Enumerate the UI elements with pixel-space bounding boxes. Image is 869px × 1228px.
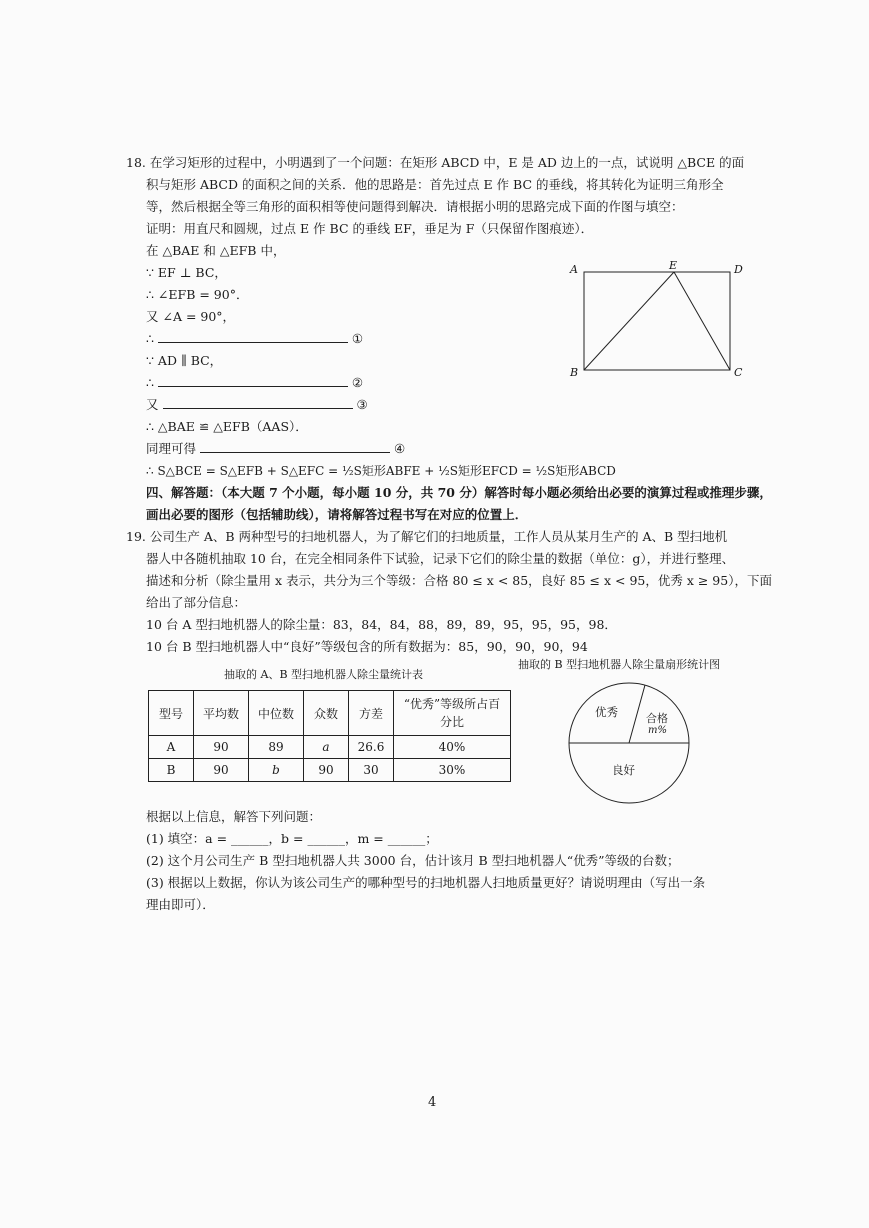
q19-line-6: 10 台 B 型扫地机器人中“良好”等级包含的所有数据为：85，90，90，90，94 <box>146 639 588 654</box>
row-b-variance: 30 <box>349 759 394 782</box>
q18-parallel-line: ∵ AD ∥ BC， <box>146 353 223 368</box>
blank-1-prefix: ∴ <box>146 331 154 346</box>
q18-line-8: 又 ∠A = 90°， <box>146 309 236 324</box>
row-b-mean: 90 <box>194 759 249 782</box>
q19-line-5: 10 台 A 型扫地机器人的除尘量：83，84，84，88，89，89，95，95，95，98． <box>146 617 617 632</box>
q18-line-2: 积与矩形 ABCD 的面积之间的关系．他的思路是：首先过点 E 作 BC 的垂线，将其转化为证明三角形全 <box>146 177 724 192</box>
q18-line-6: ∵ EF ⊥ BC， <box>146 265 227 280</box>
blank-1[interactable] <box>158 330 348 343</box>
section-4-heading-line-2: 画出必要的图形（包括辅助线），请将解答过程书写在对应的位置上． <box>146 507 528 522</box>
pie-label-pass: 合格 <box>646 712 668 725</box>
section-4-heading-line-1: 四、解答题：（本大题 7 个小题，每小题 10 分，共 70 分）解答时每小题必须给出必要的演算过程或推理步骤， <box>146 485 772 500</box>
table-row <box>149 736 511 759</box>
q18-congruent-line: ∴ △BAE ≌ △EFB（AAS）． <box>146 419 308 434</box>
q18-line-7: ∴ ∠EFB = 90°． <box>146 287 249 302</box>
q18-line-1: 18. 在学习矩形的过程中，小明遇到了一个问题：在矩形 ABCD 中，E 是 AD 边上的一点，试说明 △BCE 的面 <box>126 155 745 170</box>
table-caption: 抽取的 A、B 型扫地机器人除尘量统计表 <box>224 668 424 681</box>
blank-1-mark: ① <box>351 331 364 346</box>
point-b-label: B <box>570 366 579 379</box>
q18-blank-4-row <box>146 440 405 458</box>
q18-blank-1-row <box>146 330 363 348</box>
q19-line-1: 19. 公司生产 A、B 两种型号的扫地机器人，为了解它们的扫地质量，工作人员从某月生产的 A、B 型扫地机 <box>126 529 728 544</box>
q19-line-4: 给出了部分信息： <box>146 595 247 610</box>
row-b-mode: 90 <box>304 759 349 782</box>
header-mean: 平均数 <box>194 691 249 736</box>
blank-3-mark: ③ <box>356 397 368 412</box>
pie-divider-radial <box>629 685 645 743</box>
pie-label-excellent: 优秀 <box>595 705 618 719</box>
pie-chart <box>566 680 692 806</box>
blank-2-mark: ② <box>351 375 364 390</box>
header-variance: 方差 <box>349 691 394 736</box>
table-header-row <box>149 691 511 736</box>
header-mode: 众数 <box>304 691 349 736</box>
blank-3-prefix: 又 <box>146 397 159 412</box>
pie-label-pass-pct: m% <box>648 725 667 736</box>
blank-3[interactable] <box>163 396 353 409</box>
q19-question-1: (1) 填空：a = ______，b = ______，m = ______； <box>146 831 438 846</box>
q19-line-2: 器人中各随机抽取 10 台，在完全相同条件下试验，记录下它们的除尘量的数据（单位：g），并进行整理、 <box>146 551 735 566</box>
q18-blank-3-row <box>146 396 368 414</box>
q18-blank-2-row <box>146 374 363 392</box>
q18-area-formula: ∴ S△BCE = S△EFB + S△EFC = ½S矩形ABFE + ½S矩形EFCD = ½S矩形ABCD <box>146 464 616 478</box>
q18-line-5: 在 △BAE 和 △EFB 中， <box>146 243 286 258</box>
row-a-mode: a <box>304 736 349 759</box>
q18-line-4: 证明：用直尺和圆规，过点 E 作 BC 的垂线 EF，垂足为 F（只保留作图痕迹）． <box>146 221 594 236</box>
row-b-excellent-pct: 30% <box>394 759 511 782</box>
row-b-model: B <box>149 759 194 782</box>
point-a-label: A <box>570 263 578 276</box>
header-median: 中位数 <box>249 691 304 736</box>
blank-4-mark: ④ <box>393 441 406 456</box>
segment-ec <box>674 272 730 370</box>
row-a-model: A <box>149 736 194 759</box>
q19-question-intro: 根据以上信息，解答下列问题： <box>146 809 322 824</box>
row-b-median: b <box>249 759 304 782</box>
point-e-label: E <box>669 259 678 272</box>
blank-4[interactable] <box>200 440 390 453</box>
row-a-mean: 90 <box>194 736 249 759</box>
page-number: 4 <box>428 1095 437 1110</box>
row-a-excellent-pct: 40% <box>394 736 511 759</box>
blank-2-prefix: ∴ <box>146 375 154 390</box>
rectangle-abcd <box>584 272 730 370</box>
table-row <box>149 759 511 782</box>
header-excellent-pct-line-1: “优秀”等级所占百 <box>403 697 501 711</box>
q19-question-3: (3) 根据以上数据，你认为该公司生产的哪种型号的扫地机器人扫地质量更好？请说明理由（写出一条 <box>146 875 706 890</box>
q19-question-2: (2) 这个月公司生产 B 型扫地机器人共 3000 台，估计该月 B 型扫地机器人“优秀”等级的台数； <box>146 853 680 868</box>
blank-4-prefix: 同理可得 <box>146 441 197 456</box>
point-d-label: D <box>734 263 743 276</box>
rectangle-abcd-figure <box>560 258 760 384</box>
q18-line-3: 等，然后根据全等三角形的面积相等使问题得到解决．请根据小明的思路完成下面的作图与填空： <box>146 199 684 214</box>
q19-line-3: 描述和分析（除尘量用 x 表示，共分为三个等级：合格 80 ≤ x < 85，良好 85 ≤ x < 95，优秀 x ≥ 95），下面 <box>146 573 772 588</box>
blank-2[interactable] <box>158 374 348 387</box>
row-a-variance: 26.6 <box>349 736 394 759</box>
pie-caption: 抽取的 B 型扫地机器人除尘量扇形统计图 <box>518 658 721 671</box>
row-a-median: 89 <box>249 736 304 759</box>
header-excellent-pct <box>394 691 511 736</box>
header-model: 型号 <box>149 691 194 736</box>
header-excellent-pct-line-2: 分比 <box>439 715 464 729</box>
pie-label-good: 良好 <box>612 763 635 777</box>
point-c-label: C <box>734 366 743 379</box>
segment-be <box>584 272 674 370</box>
q19-question-3-cont: 理由即可）． <box>146 897 215 912</box>
statistics-table <box>148 690 511 782</box>
